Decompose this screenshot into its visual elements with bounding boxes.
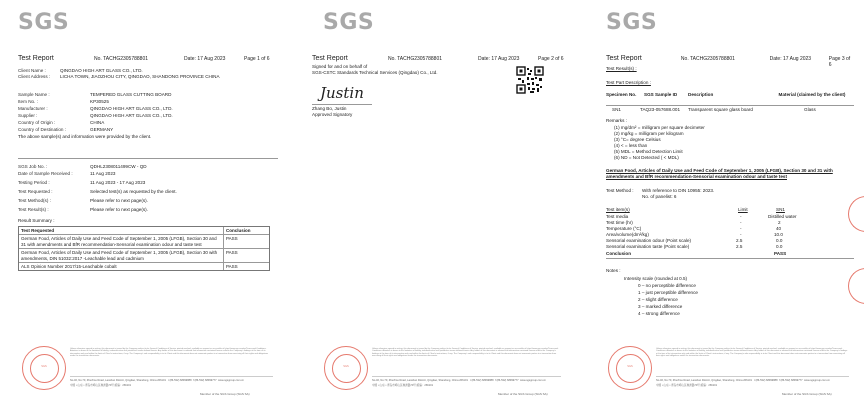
footer-member: Member of the SGS Group (SGS SA) — [498, 392, 548, 396]
country-origin-label: Country of Origin : — [18, 120, 56, 125]
intensity-label: Intensity scale (rounded at 0.5) — [624, 276, 688, 281]
sgs-job-no: QDHL2308011499CW - QD — [90, 164, 147, 169]
country-destination-label: Country of Destination : — [18, 127, 67, 132]
report-number: No. TACHG2305788801 — [680, 56, 735, 62]
results-header: Limit — [738, 207, 748, 212]
divider — [18, 158, 278, 159]
results-cell: Sensorial examination odour (Point scale) — [606, 238, 692, 243]
intensity-item: 4 – strong difference — [638, 311, 680, 316]
specimen-cell: SN1 — [612, 107, 621, 112]
footer-divider — [656, 376, 849, 377]
footer-address: No.46, No.70, Zhuzhou Road, Laoshan District, Qingdao, Shandong, China 266101 t (86-532) 68999888 f (86-532) 68999777 www.sgsgroup.com.cn — [70, 379, 244, 382]
remark-item: (4) < = less than — [614, 143, 648, 148]
company-name: SGS-CSTC Standards Technical Services (Qingdao) Co., Ltd. — [312, 70, 438, 75]
specimen-header: SGS Sample ID — [644, 92, 678, 97]
client-name-label: Client Name : — [18, 68, 46, 73]
table-cell: ALS Opinion Number 2017/15-Leachable cobalt — [21, 264, 117, 270]
section-title: German Food, Articles of Daily Use and Feed Code of September 1, 2005 (LFGB), Section 30 and 31 with amendments and BfR recommendation-Sensorial examination odour and taste test — [606, 168, 833, 179]
results-cell: 2.5 — [736, 244, 743, 249]
sgs-job-label: SGS Job No. : — [18, 164, 48, 169]
test-method-label: Test Method : — [606, 188, 634, 193]
remarks-label: Remarks : — [606, 118, 627, 123]
footer-address: No.46, No.70, Zhuzhou Road, Laoshan District, Qingdao, Shandong, China 266101 t (86-532) 68999888 f (86-532) 68999777 www.sgsgroup.com.cn — [656, 379, 830, 382]
results-cell: Temperature (°C) — [606, 226, 642, 231]
test-results: Please refer to next page(s). — [90, 207, 148, 212]
footer-address: No.46, No.70, Zhuzhou Road, Laoshan District, Qingdao, Shandong, China 266101 t (86-532) 68999888 f (86-532) 68999777 www.sgsgroup.com.cn — [372, 379, 546, 382]
specimen-cell: TAQ23-057688.001 — [640, 107, 681, 112]
sgs-stamp-icon: SGS — [22, 346, 66, 390]
signer-name: Zhang Bo, Justin — [312, 106, 347, 111]
manufacturer-label: Manufacturer : — [18, 106, 48, 111]
conclusion-label: Conclusion — [606, 251, 632, 256]
test-part-description: Test Part Description : — [606, 80, 651, 85]
sample-name: TEMPERED GLASS CUTTING BOARD — [90, 92, 172, 97]
page-number: Page 2 of 6 — [538, 56, 564, 62]
results-header: SN1 — [776, 207, 785, 212]
report-page-1 — [0, 0, 288, 400]
sgs-logo: SGS — [323, 10, 375, 35]
table-cell: PASS — [223, 235, 269, 248]
results-cell: 0.0 — [776, 244, 783, 249]
sgs-stamp-icon: SGS — [324, 346, 368, 390]
sample-name-label: Sample Name : — [18, 92, 50, 97]
table-cell: PASS — [223, 249, 269, 262]
report-title: Test Report — [18, 55, 54, 62]
signed-on-behalf: Signed for and on behalf of — [312, 64, 368, 69]
test-requested-label: Test Requested : — [18, 189, 53, 194]
table-cell: German Food, Articles of Daily Use and Feed Code of September 1, 2005 (LFGB), Section 30 and 31 with amendments and BfR recommendation-Sensorial examination odour and taste test — [21, 236, 217, 247]
results-cell: 40 — [776, 226, 782, 231]
supplier-label: Supplier : — [18, 113, 38, 118]
country-destination: GERMANY — [90, 127, 114, 132]
report-page-3 — [576, 0, 864, 400]
results-cell: 0.0 — [776, 238, 783, 243]
results-cell: Test media — [606, 214, 629, 219]
specimen-cell: Glass — [804, 107, 816, 112]
testing-period-label: Testing Period : — [18, 180, 50, 185]
client-name: QINGDAO HIGH ART GLASS CO., LTD. — [60, 68, 143, 73]
test-results-label: Test Result(s) : — [18, 207, 49, 212]
results-cell: 2.5 — [736, 238, 743, 243]
results-cell: - — [740, 214, 742, 219]
table-cell: PASS — [223, 263, 269, 270]
supplier: QINGDAO HIGH ART GLASS CO., LTD. — [90, 113, 173, 118]
test-methods-label: Test Method(s) : — [18, 198, 51, 203]
intensity-item: 1 – just perceptible difference — [638, 290, 698, 295]
test-methods: Please refer to next page(s). — [90, 198, 148, 203]
country-origin: CHINA — [90, 120, 105, 125]
side-stamp-icon — [848, 196, 864, 232]
signature-line — [312, 104, 372, 105]
remark-item: (1) mg/dm² = milligram per square decimeter — [614, 125, 705, 130]
testing-period: 11 Aug 2023 - 17 Aug 2023 — [90, 180, 146, 185]
specimen-cell: Transparent square glass board — [688, 107, 753, 112]
result-summary-table — [18, 226, 270, 271]
results-cell: Sensorial examination taste (Point scale) — [606, 244, 690, 249]
report-title: Test Report — [606, 55, 642, 62]
table-header-row — [19, 227, 269, 234]
results-header: Test item(s) — [606, 207, 630, 212]
footer-disclaimer: Unless otherwise agreed in writing, this document is issued by the Company subject to its General Conditions of Service printed overleaf, available on request or accessible at https://www.sgs.com/en/Terms-and-Conditions. Attention is drawn to the limitation of liability, indemnification and jurisdiction issues defined therein. Any holder of this document is advised that information contained hereon reflects the Company's findings at the time of its intervention only and within the limits of Client's instructions, if any. The Company's sole responsibility is to its Client and this document does not exonerate parties to a transaction from exercising all their rights and obligations under the transaction documents. — [372, 348, 559, 358]
sample-note: The above sample(s) and information were provided by the client. — [18, 134, 152, 139]
table-header: Test Requested — [21, 228, 55, 233]
intensity-item: 2 – slight difference — [638, 297, 678, 302]
date-received: 11 Aug 2023 — [90, 171, 116, 176]
page-number: Page 1 of 6 — [244, 56, 270, 62]
signer-title: Approved Signatory — [312, 112, 353, 117]
specimen-header: Material (claimed by the client) — [778, 92, 846, 97]
results-cell: 2 — [778, 220, 781, 225]
report-page-2 — [288, 0, 576, 400]
results-cell: Test time (hr) — [606, 220, 633, 225]
sgs-logo: SGS — [18, 10, 70, 35]
footer-address-cn: 中国 • 山东 • 青岛市崂山区株洲路70号 邮编：266101 — [656, 384, 718, 387]
intensity-item: 0 – no perceptible difference — [638, 283, 696, 288]
results-cell: 10.0 — [774, 232, 783, 237]
footer-disclaimer: Unless otherwise agreed in writing, this document is issued by the Company subject to its General Conditions of Service printed overleaf, available on request or accessible at https://www.sgs.com/en/Terms-and-Conditions. Attention is drawn to the limitation of liability, indemnification and jurisdiction issues defined therein. Any holder of this document is advised that information contained hereon reflects the Company's findings at the time of its intervention only and within the limits of Client's instructions, if any. The Company's sole responsibility is to its Client and this document does not exonerate parties to a transaction from exercising all their rights and obligations under the transaction documents. — [70, 348, 269, 358]
date-received-label: Date of Sample Received : — [18, 171, 73, 176]
page-header — [606, 55, 854, 68]
page-header — [312, 55, 566, 62]
test-results-heading: Test Result(s) : — [606, 66, 637, 71]
test-requested: Selected test(s) as requested by the client. — [90, 189, 177, 194]
footer-address-cn: 中国 • 山东 • 青岛市崂山区株洲路70号 邮编：266101 — [372, 384, 434, 387]
remark-item: (3) °C= degree Celsius — [614, 137, 661, 142]
footer-member: Member of the SGS Group (SGS SA) — [782, 392, 832, 396]
signature-image: Justin — [320, 84, 364, 102]
footer-disclaimer: Unless otherwise agreed in writing, this document is issued by the Company subject to its General Conditions of Service printed overleaf, available on request or accessible at https://www.sgs.com/en/Terms-and-Conditions. Attention is drawn to the limitation of liability, indemnification and jurisdiction issues defined therein. Any holder of this document is advised that information contained hereon reflects the Company's findings at the time of its intervention only and within the limits of Client's instructions, if any. The Company's sole responsibility is to its Client and this document does not exonerate parties to a transaction from exercising all their rights and obligations under the transaction documents. — [656, 348, 848, 358]
divider — [606, 105, 854, 106]
manufacturer: QINGDAO HIGH ART GLASS CO., LTD. — [90, 106, 173, 111]
panelists: No. of panelist: 6 — [642, 194, 677, 199]
specimen-header: Specimen No. — [606, 92, 637, 97]
table-row — [19, 248, 269, 262]
side-stamp-icon — [848, 268, 864, 304]
remark-item: (5) MDL = Method Detection Limit — [614, 149, 683, 154]
results-cell: - — [740, 226, 742, 231]
item-no-label: Item No. : — [18, 99, 38, 104]
footer-divider — [70, 376, 273, 377]
divider — [606, 258, 854, 259]
client-address: LICHA TOWN, JIAOZHOU CITY, QINGDAO, SHANDONG PROVINCE CHINA — [60, 74, 220, 79]
page-header — [18, 55, 278, 62]
table-cell: German Food, Articles of Daily Use and Feed Code of September 1, 2005 (LFGB), Section 30 with amendments, DIN 51032:2017 -Leachable lead and cadmium — [21, 250, 218, 261]
table-header: Conclusion — [223, 227, 269, 234]
report-number: No. TACHG2305788801 — [388, 56, 443, 62]
report-number: No. TACHG2305788801 — [94, 56, 149, 62]
table-row — [19, 234, 269, 248]
intensity-item: 3 – marked difference — [638, 304, 683, 309]
report-title: Test Report — [312, 55, 348, 62]
report-date: Date: 17 Aug 2023 — [769, 56, 812, 62]
report-date: Date: 17 Aug 2023 — [478, 56, 520, 62]
remark-item: (6) ND = Not Detected ( < MDL) — [614, 155, 679, 160]
conclusion-value: PASS — [774, 251, 787, 256]
report-date: Date: 17 Aug 2023 — [184, 56, 226, 62]
results-cell: Area/volume(dm²/kg) — [606, 232, 649, 237]
notes-label: Notes : — [606, 268, 621, 273]
table-row — [19, 262, 269, 270]
results-cell: - — [740, 232, 742, 237]
footer-member: Member of the SGS Group (SGS SA) — [200, 392, 250, 396]
client-address-label: Client Address : — [18, 74, 51, 79]
results-cell: Distilled water — [768, 214, 797, 219]
sgs-stamp-icon: SGS — [608, 346, 652, 390]
result-summary-label: Result Summary : — [18, 218, 55, 223]
results-cell: - — [740, 220, 742, 225]
footer-divider — [372, 376, 561, 377]
test-method: With reference to DIN 10955: 2023. — [642, 188, 715, 193]
footer-address-cn: 中国 • 山东 • 青岛市崂山区株洲路70号 邮编：266101 — [70, 384, 132, 387]
page-number: Page 3 of 6 — [828, 56, 851, 68]
specimen-header: Description — [688, 92, 714, 97]
item-no: KP30525 — [90, 99, 109, 104]
sgs-logo: SGS — [606, 10, 658, 35]
remark-item: (2) mg/kg = milligram per kilogram — [614, 131, 684, 136]
qr-code-icon — [516, 66, 544, 94]
